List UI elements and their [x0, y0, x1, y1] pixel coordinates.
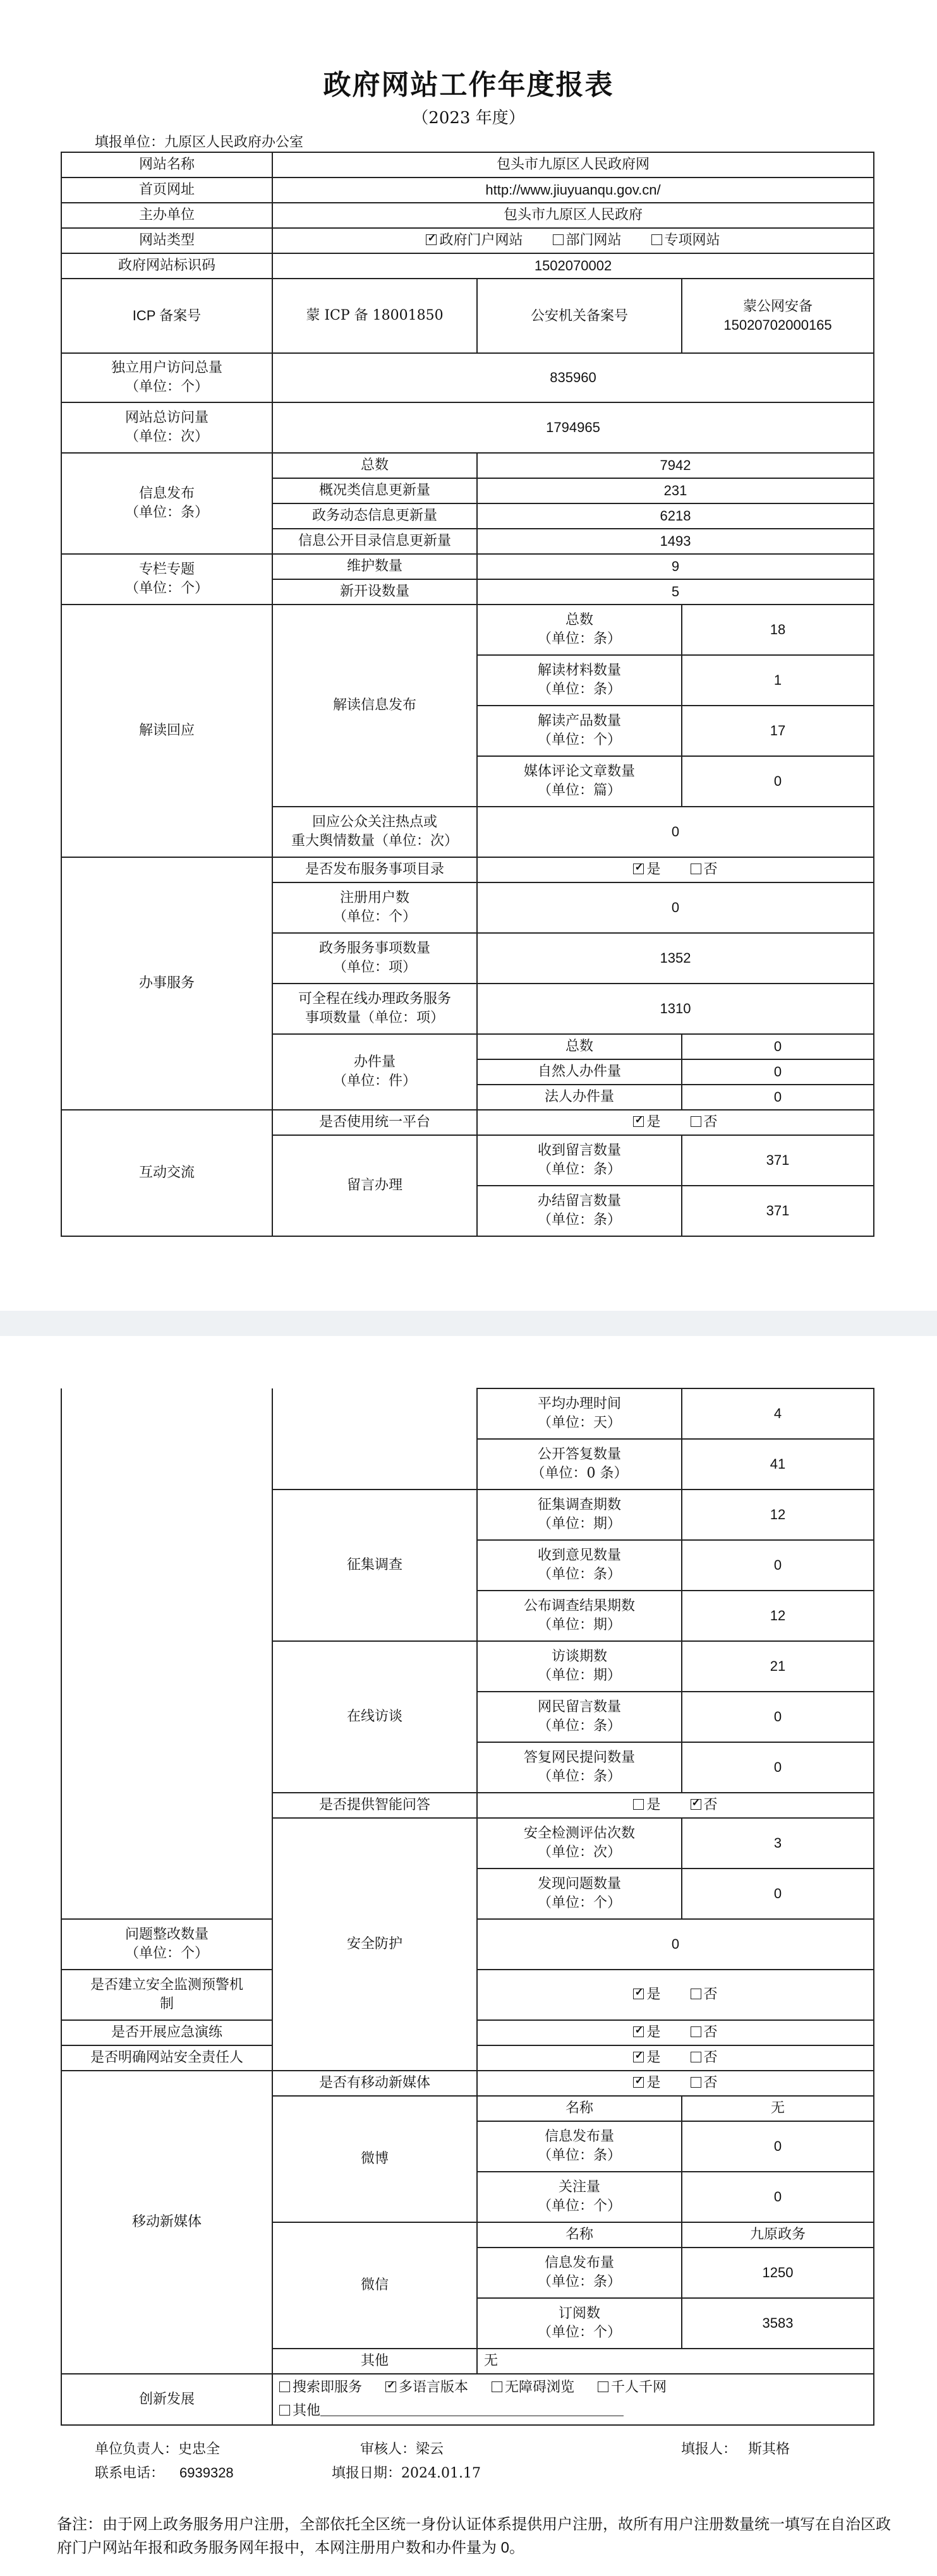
site-id: 1502070002 — [272, 253, 874, 279]
checkbox-icon[interactable] — [553, 234, 564, 245]
wechat-sub-label: 订阅数 （单位：个） — [477, 2298, 682, 2349]
checkbox-icon[interactable] — [279, 2405, 290, 2416]
info-row-value: 7942 — [477, 453, 874, 478]
checkbox-checked-icon[interactable] — [691, 1799, 701, 1810]
handle-row-label: 自然人办件量 — [477, 1059, 682, 1085]
reg-label: 注册用户数 （单位：个） — [272, 882, 477, 933]
checkbox-icon[interactable] — [633, 1799, 644, 1810]
uv-value: 835960 — [272, 353, 874, 402]
filler-unit: 填报单位：九原区人民政府办公室 — [95, 135, 304, 150]
site-name: 包头市九原区人民政府网 — [272, 152, 874, 178]
drill-options: ✓ 是 否 — [477, 2020, 874, 2045]
smart-options: 是 ✓ 否 — [477, 1793, 874, 1818]
weibo-follow-label: 关注量 （单位：个） — [477, 2172, 682, 2222]
report-year: （2023 年度） — [412, 109, 525, 128]
msg-row-label: 平均办理时间 （单位：天） — [477, 1388, 682, 1439]
interview-label: 在线访谈 — [272, 1641, 477, 1793]
info-row-label: 概况类信息更新量 — [272, 478, 477, 503]
checkbox-icon[interactable] — [651, 234, 662, 245]
checkbox-icon[interactable] — [492, 2381, 502, 2392]
handle-row-value: 0 — [682, 1034, 874, 1059]
checkbox-icon[interactable] — [691, 1116, 701, 1127]
checkbox-icon[interactable] — [691, 2077, 701, 2088]
msg-row-value: 41 — [682, 1439, 874, 1490]
police-value: 蒙公网安备 15020702000165 — [682, 279, 874, 353]
owner-label: 是否明确网站安全责任人 — [61, 2045, 272, 2071]
survey-row-value: 12 — [682, 1490, 874, 1540]
footer-reviewer: 审核人：梁云 — [360, 2441, 444, 2457]
smart-label: 是否提供智能问答 — [272, 1793, 477, 1818]
interpret-row-label: 总数 （单位：条） — [477, 605, 682, 655]
sponsor: 包头市九原区人民政府 — [272, 203, 874, 228]
checkbox-checked-icon[interactable] — [633, 2052, 644, 2062]
interview-row-label: 答复网民提问数量 （单位：条） — [477, 1742, 682, 1793]
items-value: 1352 — [477, 933, 874, 984]
weibo-label: 微博 — [272, 2096, 477, 2222]
msg-row-label: 公开答复数量 （单位：0 条） — [477, 1439, 682, 1490]
info-row-value: 1493 — [477, 529, 874, 554]
interact-label: 互动交流 — [61, 1110, 272, 1236]
checkbox-checked-icon[interactable] — [633, 1989, 644, 1999]
wechat-name-label: 名称 — [477, 2222, 682, 2248]
checkbox-icon[interactable] — [598, 2381, 608, 2392]
column-label: 专栏专题 （单位：个） — [61, 554, 272, 605]
msg-label: 留言办理 — [272, 1135, 477, 1236]
msg-row-label: 办结留言数量 （单位：条） — [477, 1186, 682, 1236]
msg-label-continued — [272, 1388, 477, 1490]
online-value: 1310 — [477, 984, 874, 1034]
weibo-pub-label: 信息发布量 （单位：条） — [477, 2121, 682, 2172]
platform-options: ✓ 是 否 — [477, 1110, 874, 1135]
interpret-row-label: 媒体评论文章数量 （单位：篇） — [477, 756, 682, 807]
interpret-row-value: 0 — [682, 756, 874, 807]
survey-row-label: 征集调查期数 （单位：期） — [477, 1490, 682, 1540]
reg-value: 0 — [477, 882, 874, 933]
uv-label: 独立用户访问总量 （单位：个） — [61, 353, 272, 402]
msg-row-value: 4 — [682, 1388, 874, 1439]
items-label: 政务服务事项数量 （单位：项） — [272, 933, 477, 984]
fix-label: 问题整改数量 （单位：个） — [61, 1919, 272, 1970]
interview-row-value: 0 — [682, 1692, 874, 1742]
interview-row-label: 网民留言数量 （单位：条） — [477, 1692, 682, 1742]
footer-date: 填报日期：2024.01.17 — [332, 2465, 481, 2481]
checkbox-icon[interactable] — [691, 2026, 701, 2037]
response-value: 0 — [477, 807, 874, 857]
info-row-value: 231 — [477, 478, 874, 503]
interpret-row-value: 17 — [682, 706, 874, 756]
eval-label: 安全检测评估次数 （单位：次） — [477, 1818, 682, 1869]
checkbox-checked-icon[interactable] — [633, 2077, 644, 2088]
survey-label: 征集调查 — [272, 1490, 477, 1641]
checkbox-checked-icon[interactable] — [633, 1116, 644, 1127]
wechat-sub-value: 3583 — [682, 2298, 874, 2349]
icp-label: ICP 备案号 — [61, 279, 272, 353]
online-label: 可全程在线办理政务服务 事项数量（单位：项） — [272, 984, 477, 1034]
report-title: 政府网站工作年度报表 — [323, 69, 614, 101]
other-media-label: 其他 — [272, 2349, 477, 2374]
fix-value: 0 — [477, 1919, 874, 1970]
interview-row-value: 21 — [682, 1641, 874, 1692]
checkbox-checked-icon[interactable] — [385, 2381, 396, 2392]
column-row-value: 9 — [477, 554, 874, 579]
innovation-options: 搜索即服务 ✓ 多语言版本 无障碍浏览 千人千网 其他 — [272, 2374, 874, 2425]
handle-row-label: 总数 — [477, 1034, 682, 1059]
wechat-label: 微信 — [272, 2222, 477, 2349]
column-row-label: 维护数量 — [272, 554, 477, 579]
drill-label: 是否开展应急演练 — [61, 2020, 272, 2045]
checkbox-icon[interactable] — [691, 1989, 701, 1999]
checkbox-checked-icon[interactable] — [633, 2026, 644, 2037]
info-row-label: 信息公开目录信息更新量 — [272, 529, 477, 554]
site-id-label: 政府网站标识码 — [61, 253, 272, 279]
handle-row-value: 0 — [682, 1085, 874, 1110]
checkbox-checked-icon[interactable] — [426, 234, 437, 245]
footer-phone: 联系电话： 6939328 — [95, 2465, 234, 2481]
info-row-value: 6218 — [477, 503, 874, 529]
wechat-name: 九原政务 — [682, 2222, 874, 2248]
warn-options: ✓是 否 — [477, 1970, 874, 2020]
site-name-label: 网站名称 — [61, 152, 272, 178]
column-row-value: 5 — [477, 579, 874, 605]
pv-label: 网站总访问量 （单位：次） — [61, 402, 272, 453]
found-value: 0 — [682, 1869, 874, 1919]
checkbox-icon[interactable] — [691, 864, 701, 874]
survey-row-value: 0 — [682, 1540, 874, 1591]
sponsor-label: 主办单位 — [61, 203, 272, 228]
innovation-label: 创新发展 — [61, 2374, 272, 2425]
icp-value: 蒙 ICP 备 18001850 — [272, 279, 477, 353]
catalog-options: ✓ 是 否 — [477, 857, 874, 882]
service-label: 办事服务 — [61, 857, 272, 1110]
info-row-label: 总数 — [272, 453, 477, 478]
weibo-pub-value: 0 — [682, 2121, 874, 2172]
interpret-row-label: 解读材料数量 （单位：条） — [477, 655, 682, 706]
response-label: 回应公众关注热点或 重大舆情数量（单位：次） — [272, 807, 477, 857]
report-table-page1 — [61, 152, 874, 1237]
police-label: 公安机关备案号 — [477, 279, 682, 353]
handle-label: 办件量 （单位：件） — [272, 1034, 477, 1110]
interpret-label: 解读回应 — [61, 605, 272, 857]
security-label: 安全防护 — [272, 1818, 477, 2071]
msg-row-value: 371 — [682, 1186, 874, 1236]
pv-value: 1794965 — [272, 402, 874, 453]
interpret-sub-label: 解读信息发布 — [272, 605, 477, 807]
homepage-label: 首页网址 — [61, 178, 272, 203]
other-media-value: 无 — [477, 2349, 874, 2374]
handle-row-value: 0 — [682, 1059, 874, 1085]
column-row-label: 新开设数量 — [272, 579, 477, 605]
page-separator — [0, 1311, 937, 1336]
interview-row-label: 访谈期数 （单位：期） — [477, 1641, 682, 1692]
interpret-row-value: 18 — [682, 605, 874, 655]
msg-row-label: 收到留言数量 （单位：条） — [477, 1135, 682, 1186]
catalog-label: 是否发布服务事项目录 — [272, 857, 477, 882]
wechat-pub-value: 1250 — [682, 2248, 874, 2298]
checkbox-checked-icon[interactable] — [633, 864, 644, 874]
eval-value: 3 — [682, 1818, 874, 1869]
info-row-label: 政务动态信息更新量 — [272, 503, 477, 529]
info-label: 信息发布 （单位：条） — [61, 453, 272, 554]
weibo-name: 无 — [682, 2096, 874, 2121]
site-type-options: ✓ 政府门户网站 部门网站 专项网站 — [272, 228, 874, 253]
interview-row-value: 0 — [682, 1742, 874, 1793]
site-type-label: 网站类型 — [61, 228, 272, 253]
footer-leader: 单位负责人：史忠全 — [95, 2441, 221, 2457]
survey-row-value: 12 — [682, 1591, 874, 1641]
handle-row-label: 法人办件量 — [477, 1085, 682, 1110]
interpret-row-value: 1 — [682, 655, 874, 706]
msg-row-value: 371 — [682, 1135, 874, 1186]
weibo-follow-value: 0 — [682, 2172, 874, 2222]
owner-options: ✓ 是 否 — [477, 2045, 874, 2071]
mobile-label: 移动新媒体 — [61, 2071, 272, 2374]
survey-row-label: 收到意见数量 （单位：条） — [477, 1540, 682, 1591]
footer-filler: 填报人： 斯其格 — [681, 2441, 790, 2457]
interact-label-continued — [61, 1388, 272, 1919]
interpret-row-label: 解读产品数量 （单位：个） — [477, 706, 682, 756]
survey-row-label: 公布调查结果期数 （单位：期） — [477, 1591, 682, 1641]
mobile-has-options: ✓ 是 否 — [477, 2071, 874, 2096]
homepage-url[interactable]: http://www.jiuyuanqu.gov.cn/ — [272, 178, 874, 203]
checkbox-icon[interactable] — [279, 2381, 290, 2392]
weibo-name-label: 名称 — [477, 2096, 682, 2121]
platform-label: 是否使用统一平台 — [272, 1110, 477, 1135]
warn-label: 是否建立安全监测预警机 制 — [61, 1970, 272, 2020]
footer-note: 备注：由于网上政务服务用户注册，全部依托全区统一身份认证体系提供用户注册，故所有用户注册数量统一填写在自治区政府门户网站年报和政务服务网年报中，本网注册用户数和办件量为 0。 — [57, 2516, 891, 2557]
wechat-pub-label: 信息发布量 （单位：条） — [477, 2248, 682, 2298]
mobile-has-label: 是否有移动新媒体 — [272, 2071, 477, 2096]
found-label: 发现问题数量 （单位：个） — [477, 1869, 682, 1919]
report-table-page2 — [61, 1388, 874, 2426]
checkbox-icon[interactable] — [691, 2052, 701, 2062]
